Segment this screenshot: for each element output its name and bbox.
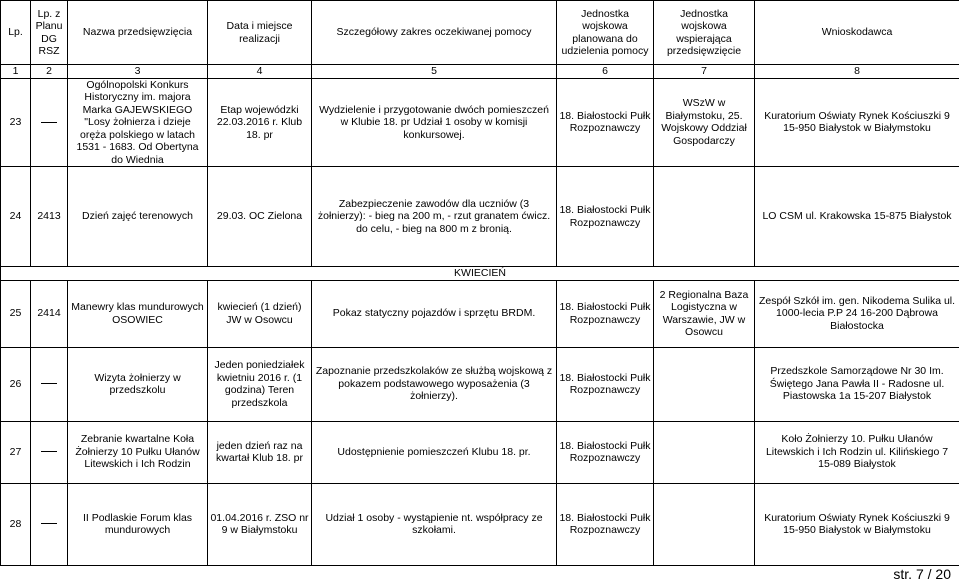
page-number: str. 7 / 20 (893, 566, 951, 582)
cell-scope: Zabezpieczenie zawodów dla uczniów (3 żołnierzy): - bieg na 200 m, - rzut granatem ćwicz. do celu, - bieg na 800 m z bronią. (312, 167, 557, 267)
cell-plan (31, 347, 68, 421)
table-row (1, 421, 959, 483)
header-scope: Szczegółowy zakres oczekiwanej pomocy (312, 1, 557, 65)
cell-applicant: LO CSM ul. Krakowska 15-875 Białystok (755, 167, 959, 267)
cell-support: WSzW w Białymstoku, 25. Wojskowy Oddział Gospodarczy (654, 78, 755, 167)
cell-lp: 24 (1, 167, 31, 267)
cell-scope: Zapoznanie przedszkolaków ze służbą wojskową z pokazem podstawowego wyposażenia (3 żołnierzy). (312, 347, 557, 421)
cell-date: Jeden poniedziałek kwietniu 2016 r. (1 godzina) Teren przedszkola (208, 347, 312, 421)
header-lp: Lp. (1, 1, 31, 65)
cell-name: Wizyta żołnierzy w przedszkolu (68, 347, 208, 421)
cell-unit: 18. Białostocki Pułk Rozpoznawczy (557, 421, 654, 483)
header-row (1, 1, 959, 65)
cell-support (654, 167, 755, 267)
cell-support: 2 Regionalna Baza Logistyczna w Warszawie, JW w Osowcu (654, 280, 755, 347)
cell-date: jeden dzień raz na kwartał Klub 18. pr (208, 421, 312, 483)
cell-unit: 18. Białostocki Pułk Rozpoznawczy (557, 167, 654, 267)
cell-plan (31, 483, 68, 565)
cell-lp: 25 (1, 280, 31, 347)
col-number: 2 (31, 65, 68, 79)
cell-applicant: Zespół Szkół im. gen. Nikodema Sulika ul. 1000-lecia P.P 24 16-200 Dąbrowa Białostocka (755, 280, 959, 347)
col-number: 1 (1, 65, 31, 79)
cell-lp: 27 (1, 421, 31, 483)
cell-scope: Udział 1 osoby - wystąpienie nt. współpracy ze szkołami. (312, 483, 557, 565)
cell-support (654, 483, 755, 565)
header-support: Jednostka wojskowa wspierająca przedsięwzięcie (654, 1, 755, 65)
col-number: 7 (654, 65, 755, 79)
cell-name: Manewry klas mundurowych OSOWIEC (68, 280, 208, 347)
table-row (1, 280, 959, 347)
empty-dash (41, 383, 57, 384)
cell-unit: 18. Białostocki Pułk Rozpoznawczy (557, 483, 654, 565)
table-row (1, 347, 959, 421)
cell-applicant: Koło Żołnierzy 10. Pułku Ułanów Litewskich i Ich Rodzin ul. Kilińskiego 7 15-089 Białystok (755, 421, 959, 483)
cell-support (654, 347, 755, 421)
cell-plan (31, 78, 68, 167)
cell-applicant: Przedszkole Samorządowe Nr 30 Im. Świętego Jana Pawła II - Radosne ul. Piastowska 1a 15-207 Białystok (755, 347, 959, 421)
cell-plan: 2413 (31, 167, 68, 267)
cell-date: 29.03. OC Zielona (208, 167, 312, 267)
cell-date: kwiecień (1 dzień) JW w Osowcu (208, 280, 312, 347)
cell-name: Zebranie kwartalne Koła Żołnierzy 10 Pułku Ułanów Litewskich i Ich Rodzin (68, 421, 208, 483)
cell-scope: Wydzielenie i przygotowanie dwóch pomieszczeń w Klubie 18. pr Udział 1 osoby w komisji konkursowej. (312, 78, 557, 167)
cell-unit: 18. Białostocki Pułk Rozpoznawczy (557, 78, 654, 167)
cell-unit: 18. Białostocki Pułk Rozpoznawczy (557, 280, 654, 347)
empty-dash (41, 122, 57, 123)
col-number: 8 (755, 65, 959, 79)
header-applicant: Wnioskodawca (755, 1, 959, 65)
cell-applicant: Kuratorium Oświaty Rynek Kościuszki 9 15-950 Białystok w Białymstoku (755, 78, 959, 167)
cell-name: II Podlaskie Forum klas mundurowych (68, 483, 208, 565)
col-number: 6 (557, 65, 654, 79)
cell-scope: Udostępnienie pomieszczeń Klubu 18. pr. (312, 421, 557, 483)
header-unit: Jednostka wojskowa planowana do udzielenia pomocy (557, 1, 654, 65)
cell-name: Ogólnopolski Konkurs Historyczny im. majora Marka GAJEWSKIEGO "Losy żołnierza i dzieje oręża polskiego w latach 1531 - 1683. Od Obertyna do Wiednia (68, 78, 208, 167)
col-number: 4 (208, 65, 312, 79)
table-row (1, 483, 959, 565)
header-plan-lp: Lp. z Planu DG RSZ (31, 1, 68, 65)
table-row (1, 78, 959, 167)
table-row (1, 167, 959, 267)
cell-unit: 18. Białostocki Pułk Rozpoznawczy (557, 347, 654, 421)
header-name: Nazwa przedsięwzięcia (68, 1, 208, 65)
section-row (1, 267, 959, 281)
cell-date: 01.04.2016 r. ZSO nr 9 w Białymstoku (208, 483, 312, 565)
empty-dash (41, 451, 57, 452)
cell-date: Etap wojewódzki 22.03.2016 r. Klub 18. pr (208, 78, 312, 167)
empty-dash (41, 523, 57, 524)
section-label: KWIECIEŃ (1, 267, 959, 281)
cell-name: Dzień zajęć terenowych (68, 167, 208, 267)
cell-lp: 23 (1, 78, 31, 167)
column-number-row (1, 65, 959, 79)
col-number: 3 (68, 65, 208, 79)
cell-applicant: Kuratorium Oświaty Rynek Kościuszki 9 15-950 Białystok w Białymstoku (755, 483, 959, 565)
cell-plan (31, 421, 68, 483)
header-date: Data i miejsce realizacji (208, 1, 312, 65)
col-number: 5 (312, 65, 557, 79)
cell-plan: 2414 (31, 280, 68, 347)
cell-lp: 26 (1, 347, 31, 421)
cell-scope: Pokaz statyczny pojazdów i sprzętu BRDM. (312, 280, 557, 347)
cell-lp: 28 (1, 483, 31, 565)
cell-support (654, 421, 755, 483)
